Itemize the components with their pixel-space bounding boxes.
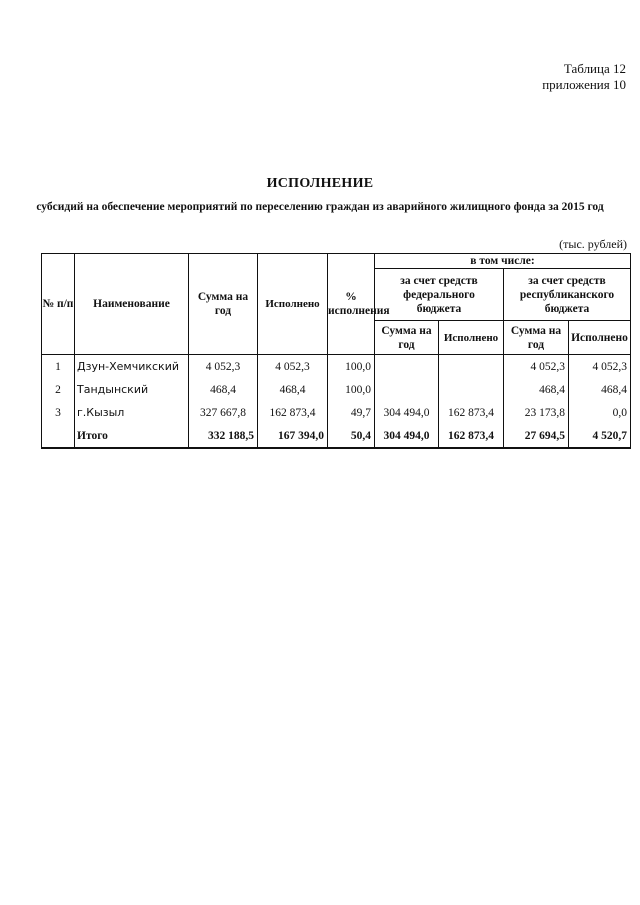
total-label: Итого xyxy=(75,424,189,448)
table-row xyxy=(42,401,631,424)
table-number: Таблица 12 xyxy=(563,61,626,76)
document-title: ИСПОЛНЕНИЕ xyxy=(266,176,374,191)
total-row xyxy=(42,424,631,448)
total-republic-done: 4 520,7 xyxy=(569,424,631,448)
total-done: 167 394,0 xyxy=(258,424,328,448)
total-plan: 332 188,5 xyxy=(189,424,258,448)
document-subtitle: субсидий на обеспечение мероприятий по переселению граждан из аварийного жилищного фонда за 2015 год xyxy=(36,201,604,213)
row-name: г.Кызыл xyxy=(75,401,189,424)
row-republic-plan: 4 052,3 xyxy=(504,355,569,379)
row-federal-plan xyxy=(375,378,439,401)
row-done: 468,4 xyxy=(258,378,328,401)
col-header-republic-plan: Сумма на год xyxy=(504,321,569,355)
row-republic-plan: 468,4 xyxy=(504,378,569,401)
table-row xyxy=(42,355,631,379)
col-header-num: № п/п xyxy=(42,254,75,355)
row-name: Тандынский xyxy=(75,378,189,401)
row-plan: 327 667,8 xyxy=(189,401,258,424)
appendix-number: приложения 10 xyxy=(542,77,626,92)
col-header-federal: за счет средств федерального бюджета xyxy=(375,269,504,321)
row-federal-done xyxy=(439,355,504,379)
row-done: 4 052,3 xyxy=(258,355,328,379)
col-header-including: в том числе: xyxy=(375,254,631,269)
total-percent: 50,4 xyxy=(328,424,375,448)
table-reference xyxy=(542,61,626,93)
row-republic-done: 468,4 xyxy=(569,378,631,401)
col-header-plan: Сумма на год xyxy=(189,254,258,355)
total-republic-plan: 27 694,5 xyxy=(504,424,569,448)
table-row xyxy=(42,378,631,401)
col-header-done: Исполнено xyxy=(258,254,328,355)
col-header-republic: за счет средств республиканского бюджета xyxy=(504,269,631,321)
row-plan: 468,4 xyxy=(189,378,258,401)
row-percent: 49,7 xyxy=(328,401,375,424)
col-header-federal-done: Исполнено xyxy=(439,321,504,355)
row-federal-done xyxy=(439,378,504,401)
row-plan: 4 052,3 xyxy=(189,355,258,379)
row-num: 3 xyxy=(42,401,75,424)
col-header-federal-plan: Сумма на год xyxy=(375,321,439,355)
row-federal-plan: 304 494,0 xyxy=(375,401,439,424)
row-percent: 100,0 xyxy=(328,355,375,379)
total-federal-done: 162 873,4 xyxy=(439,424,504,448)
row-name: Дзун-Хемчикский xyxy=(75,355,189,379)
col-header-name: Наименование xyxy=(75,254,189,355)
units-note: (тыс. рублей) xyxy=(559,237,627,251)
execution-table xyxy=(41,253,631,449)
row-percent: 100,0 xyxy=(328,378,375,401)
row-num: 1 xyxy=(42,355,75,379)
row-done: 162 873,4 xyxy=(258,401,328,424)
col-header-percent: % исполнения xyxy=(328,254,375,355)
row-republic-done: 4 052,3 xyxy=(569,355,631,379)
col-header-republic-done: Исполнено xyxy=(569,321,631,355)
row-federal-plan xyxy=(375,355,439,379)
row-num: 2 xyxy=(42,378,75,401)
total-federal-plan: 304 494,0 xyxy=(375,424,439,448)
row-federal-done: 162 873,4 xyxy=(439,401,504,424)
row-republic-plan: 23 173,8 xyxy=(504,401,569,424)
row-republic-done: 0,0 xyxy=(569,401,631,424)
